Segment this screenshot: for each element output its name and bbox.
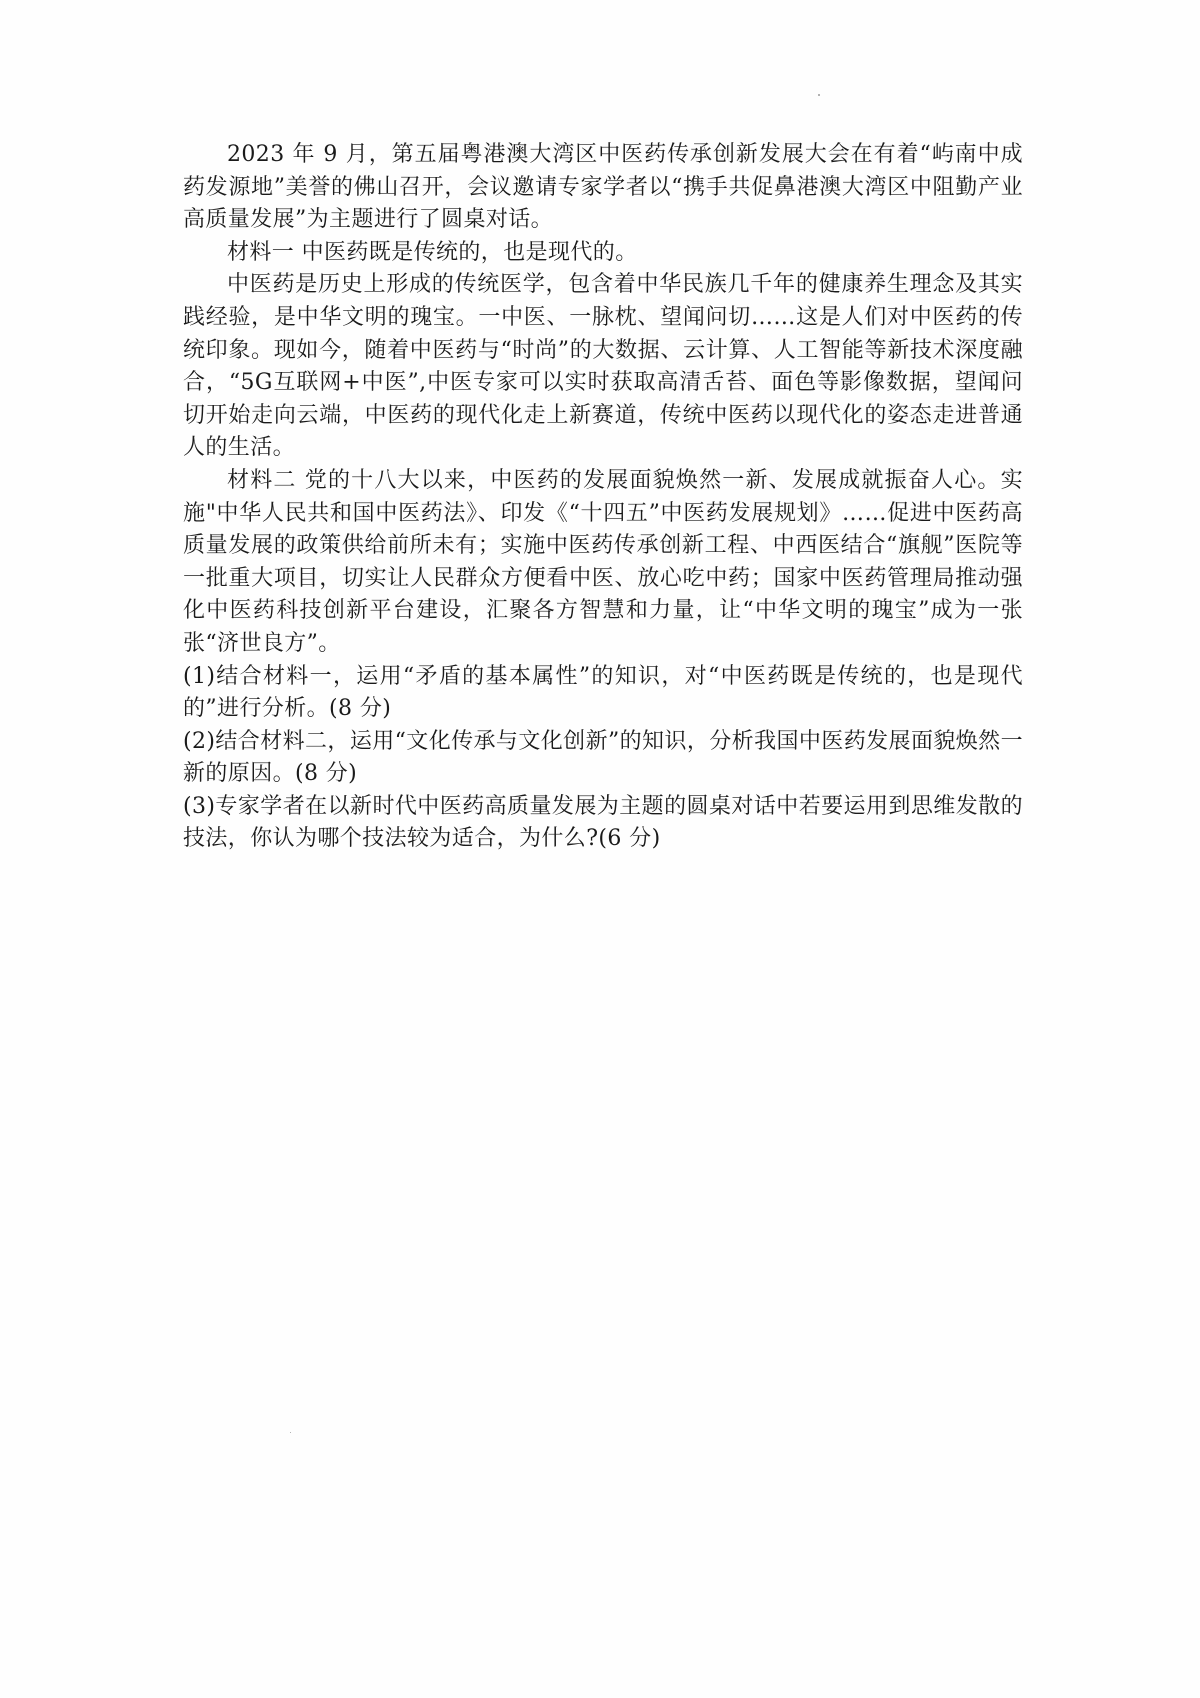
question-content	[183, 139, 1023, 856]
question-3: (3)专家学者在以新时代中医药高质量发展为主题的圆桌对话中若要运用到思维发散的技法，你认为哪个技法较为适合，为什么?(6 分)	[183, 793, 1023, 852]
material-one-body: 中医药是历史上形成的传统医学，包含着中华民族几千年的健康养生理念及其实践经验，是中华文明的瑰宝。一中医、一脉枕、望闻问切……这是人们对中医药的传统印象。现如今，随着中医药与“时尚”的大数据、云计算、人工智能等新技术深度融合，“5G互联网+中医”,中医专家可以实时获取高清舌苔、面色等影像数据，望闻问切开始走向云端，中医药的现代化走上新赛道，传统中医药以现代化的姿态走进普通人的生活。	[183, 272, 1023, 461]
scan-speck	[818, 94, 820, 96]
scan-speck	[290, 1432, 291, 1433]
intro-paragraph: 2023 年 9 月，第五届粤港澳大湾区中医药传承创新发展大会在有着“屿南中成药发源地”美誉的佛山召开，会议邀请专家学者以“携手共促鼻港澳大湾区中阻勤产业高质量发展”为主题进行了圆桌对话。	[183, 142, 1023, 233]
material-two-paragraph: 材料二 党的十八大以来，中医药的发展面貌焕然一新、发展成就振奋人心。实施"中华人民共和国中医药法》、印发《“十四五”中医药发展规划》……促进中医药高质量发展的政策供给前所未有；实施中医药传承创新工程、中西医结合“旗舰”医院等一批重大项目，切实让人民群众方便看中医、放心吃中药；国家中医药管理局推动强化中医药科技创新平台建设，汇聚各方智慧和力量，让“中华文明的瑰宝”成为一张张“济世良方”。	[183, 467, 1023, 656]
question-2: (2)结合材料二，运用“文化传承与文化创新”的知识，分析我国中医药发展面貌焕然一新的原因。(8 分)	[183, 728, 1023, 787]
question-1: (1)结合材料一，运用“矛盾的基本属性”的知识，对“中医药既是传统的，也是现代的”进行分析。(8 分)	[183, 663, 1023, 722]
material-one-heading: 材料一 中医药既是传统的，也是现代的。	[227, 239, 638, 265]
